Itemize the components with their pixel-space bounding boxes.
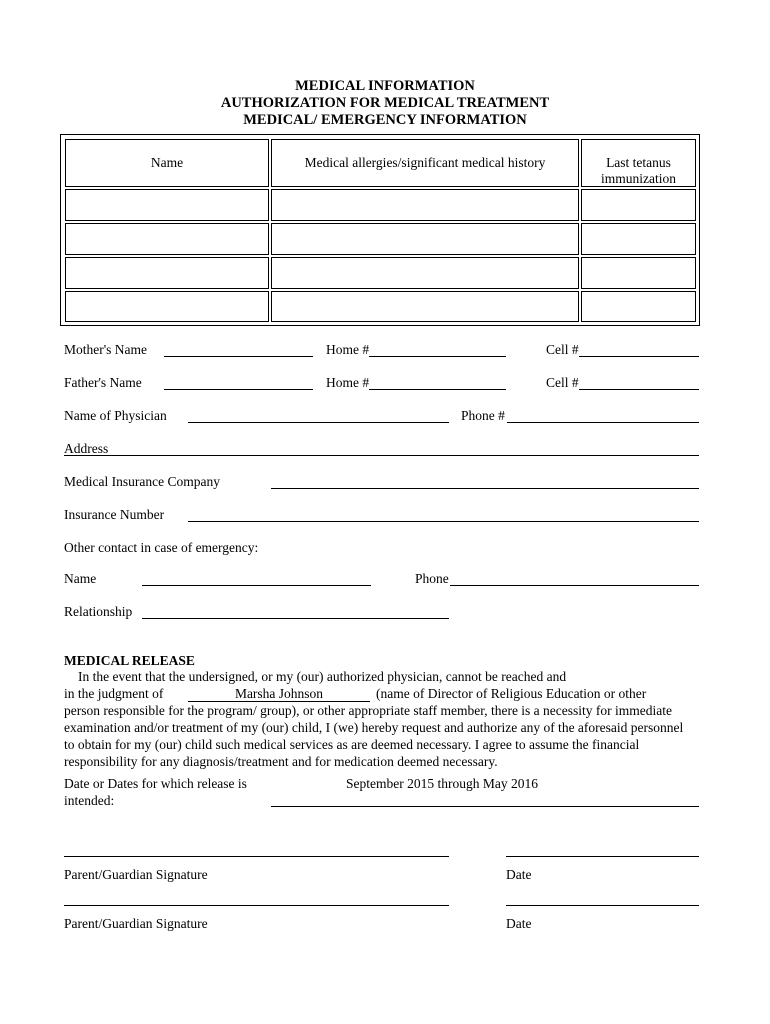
table-cell-history[interactable]	[271, 291, 579, 322]
father-cell-field[interactable]	[579, 389, 699, 390]
table-header-tetanus-line1: Last tetanus	[606, 155, 671, 170]
table-cell-name[interactable]	[65, 189, 269, 221]
form-subtitle-authorization: AUTHORIZATION FOR MEDICAL TREATMENT	[220, 95, 550, 111]
other-contact-label: Other contact in case of emergency:	[64, 540, 259, 555]
mothers-name-label: Mother's Name	[64, 342, 148, 357]
table-header-tetanus-line2: immunization	[601, 171, 676, 186]
release-text-line2-suffix: (name of Director of Religious Education or other	[376, 686, 647, 701]
signature-label-2: Parent/Guardian Signature	[64, 916, 208, 931]
date-line-2[interactable]	[506, 905, 699, 906]
signature-line-2[interactable]	[64, 905, 449, 906]
table-cell-tetanus[interactable]	[581, 223, 696, 255]
insurance-number-label: Insurance Number	[64, 507, 165, 522]
medical-release-heading: MEDICAL RELEASE	[64, 653, 195, 668]
father-home-field[interactable]	[369, 389, 506, 390]
table-header-medical-history: Medical allergies/significant medical history	[271, 139, 579, 187]
release-text-line1: In the event that the undersigned, or my (our) authorized physician, cannot be reached and	[78, 669, 567, 684]
physician-label: Name of Physician	[64, 408, 167, 423]
date-label-1: Date	[506, 867, 532, 882]
form-subtitle-emergency: MEDICAL/ EMERGENCY INFORMATION	[243, 112, 527, 128]
father-home-label: Home #	[326, 375, 370, 390]
table-cell-tetanus[interactable]	[581, 189, 696, 221]
table-cell-tetanus[interactable]	[581, 257, 696, 289]
fathers-name-label: Father's Name	[64, 375, 142, 390]
table-cell-name[interactable]	[65, 291, 269, 322]
release-text-line6: responsibility for any diagnosis/treatment and for medication deemed necessary.	[64, 754, 498, 769]
physician-phone-field[interactable]	[507, 422, 699, 423]
address-field[interactable]	[64, 455, 699, 456]
insurance-company-label: Medical Insurance Company	[64, 474, 220, 489]
medical-info-table	[60, 134, 700, 326]
table-header-tetanus	[581, 139, 696, 187]
insurance-number-field[interactable]	[188, 521, 699, 522]
director-name-value[interactable]: Marsha Johnson	[234, 686, 324, 701]
table-cell-history[interactable]	[271, 223, 579, 255]
date-line-1[interactable]	[506, 856, 699, 857]
table-cell-history[interactable]	[271, 257, 579, 289]
father-cell-label: Cell #	[546, 375, 579, 390]
table-cell-history[interactable]	[271, 189, 579, 221]
relationship-label: Relationship	[64, 604, 133, 619]
table-cell-tetanus[interactable]	[581, 291, 696, 322]
release-dates-field	[271, 806, 699, 807]
contact-phone-field[interactable]	[450, 585, 699, 586]
physician-field[interactable]	[188, 422, 449, 423]
mother-home-label: Home #	[326, 342, 370, 357]
signature-label-1: Parent/Guardian Signature	[64, 867, 208, 882]
release-text-line5: to obtain for my (our) child such medical services as are deemed necessary. I agree to assume the financial	[64, 737, 640, 752]
director-name-field	[188, 701, 370, 702]
release-dates-label-line2: intended:	[64, 793, 115, 808]
physician-phone-label: Phone #	[461, 408, 505, 423]
table-cell-name[interactable]	[65, 257, 269, 289]
form-title: MEDICAL INFORMATION	[295, 78, 475, 94]
release-text-line3: person responsible for the program/ group), or other appropriate staff member, there is a necessity for immediate	[64, 703, 673, 718]
address-label: Address	[64, 441, 109, 456]
release-text-line2-prefix: in the judgment of	[64, 686, 164, 701]
release-text-line4: examination and/or treatment of my (our) child, I (we) hereby request and authorize any of the aforesaid personnel	[64, 720, 684, 735]
contact-name-field[interactable]	[142, 585, 371, 586]
mothers-name-field[interactable]	[164, 356, 313, 357]
table-cell-name[interactable]	[65, 223, 269, 255]
release-dates-label-line1: Date or Dates for which release is	[64, 776, 247, 791]
contact-name-label: Name	[64, 571, 97, 586]
contact-phone-label: Phone	[415, 571, 449, 586]
signature-line-1[interactable]	[64, 856, 449, 857]
table-header-name: Name	[65, 139, 269, 187]
fathers-name-field[interactable]	[164, 389, 313, 390]
mother-cell-label: Cell #	[546, 342, 579, 357]
insurance-company-field[interactable]	[271, 488, 699, 489]
release-dates-value[interactable]: September 2015 through May 2016	[346, 776, 538, 791]
date-label-2: Date	[506, 916, 532, 931]
relationship-field[interactable]	[142, 618, 449, 619]
mother-home-field[interactable]	[369, 356, 506, 357]
mother-cell-field[interactable]	[579, 356, 699, 357]
